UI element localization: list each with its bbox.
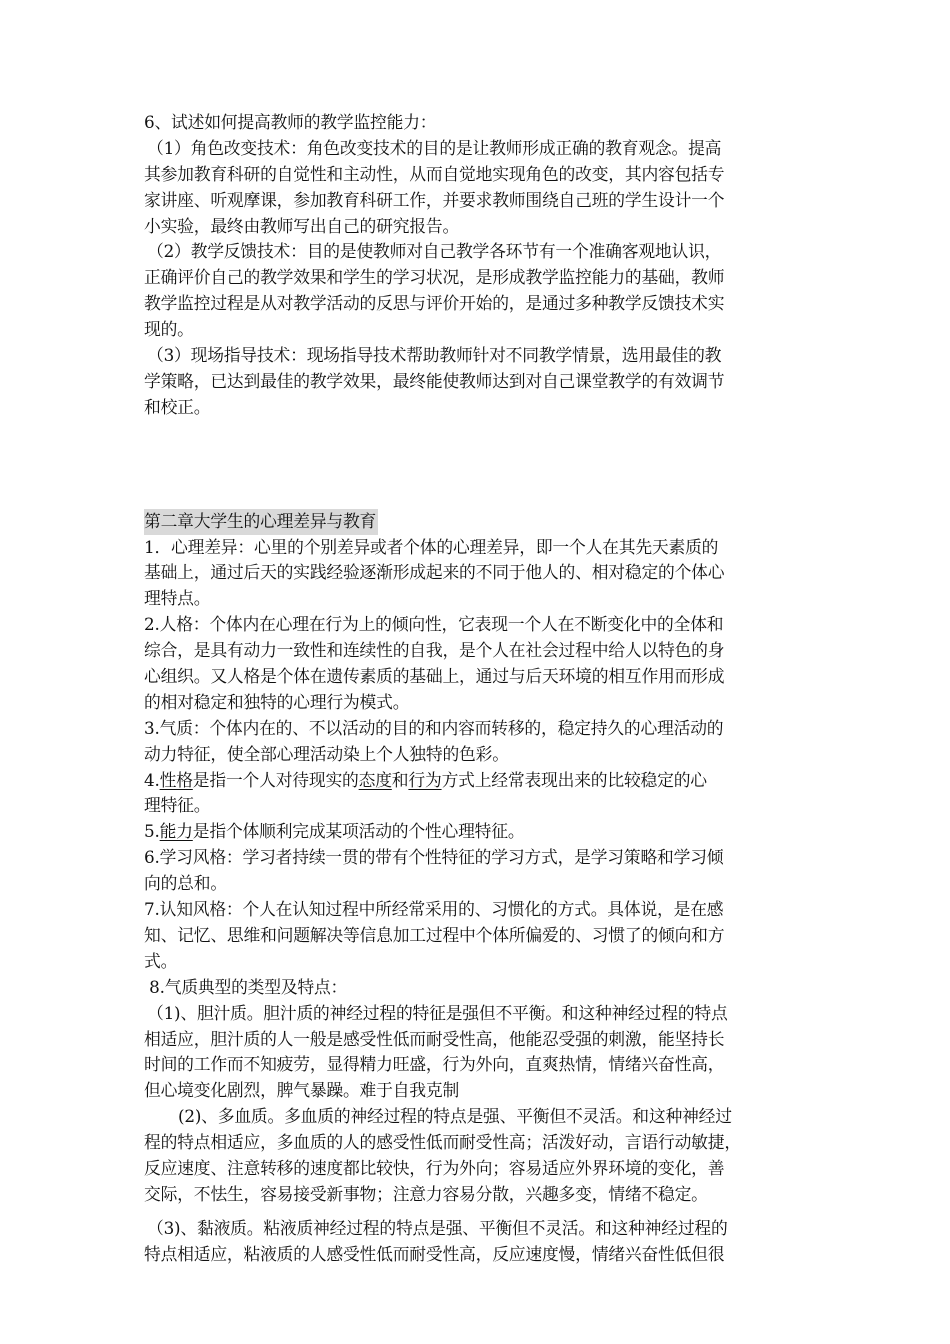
type2-line3: 反应速度、注意转移的速度都比较快，行为外向；容易适应外界环境的变化，善 xyxy=(144,1157,725,1178)
type1-line1: （1)、胆汁质。胆汁质的神经过程的特征是强但不平衡。和这种神经过程的特点 xyxy=(147,1002,728,1023)
chapter-heading-row xyxy=(144,509,814,535)
type3-line1: （3)、黏液质。粘液质神经过程的特点是强、平衡但不灵活。和这种神经过程的 xyxy=(147,1217,728,1238)
def6-line1: 6.学习风格：学习者持续一贯的带有个性特征的学习方式，是学习策略和学习倾 xyxy=(144,847,724,868)
type2-line1: (2)、多血质。多血质的神经过程的特点是强、平衡但不灵活。和这种神经过 xyxy=(178,1106,732,1127)
def2-line2: 综合，是具有动力一致性和连续性的自我，是个人在社会过程中给人以特色的身 xyxy=(144,640,725,661)
def4-text-a: 是指一个人对待现实的 xyxy=(192,769,359,790)
def7-line1: 7.认知风格：个人在认知过程中所经常采用的、习惯化的方式。具体说，是在感 xyxy=(144,899,724,920)
def3-line2: 动力特征，使全部心理活动染上个人独特的色彩。 xyxy=(144,743,509,764)
item1-line2: 其参加教育科研的自觉性和主动性，从而自觉地实现角色的改变，其内容包括专 xyxy=(144,163,725,184)
def2-line3: 心组织。又人格是个体在遗传素质的基础上，通过与后天环境的相互作用而形成 xyxy=(144,666,725,687)
item3-line2: 学策略，已达到最佳的教学效果，最终能使教师达到对自己课堂教学的有效调节 xyxy=(144,370,725,391)
section-spacer xyxy=(144,421,814,509)
def6-line2: 向的总和。 xyxy=(144,873,227,894)
def4-line2: 理特征。 xyxy=(144,795,211,816)
def4-prefix: 4. xyxy=(144,769,160,790)
def1-line1: 1．心理差异：心里的个别差异或者个体的心理差异，即一个人在其先天素质的 xyxy=(144,536,719,557)
item1-line1: （1）角色改变技术：角色改变技术的目的是让教师形成正确的教育观念。提高 xyxy=(147,137,722,158)
item3-line3: 和校正。 xyxy=(144,396,211,417)
def1-line3: 理特点。 xyxy=(144,588,211,609)
def1-line2: 基础上，通过后天的实践经验逐渐形成起来的不同于他人的、相对稳定的个体心 xyxy=(144,562,725,583)
question-title: 6、试述如何提高教师的教学监控能力： xyxy=(144,112,437,132)
def5-text: 是指个体顺利完成某项活动的个性心理特征。 xyxy=(192,821,525,842)
term-behavior: 行为 xyxy=(408,769,442,790)
item2-line1: （2）教学反馈技术：目的是使教师对自己教学各环节有一个准确客观地认识， xyxy=(147,241,722,262)
item2-line2: 正确评价自己的教学效果和学生的学习状况，是形成教学监控能力的基础，教师 xyxy=(144,267,725,288)
item1-line3: 家讲座、听观摩课，参加教育科研工作，并要求教师围绕自己班的学生设计一个 xyxy=(144,189,725,210)
term-attitude: 态度 xyxy=(358,769,392,790)
chapter-heading: 第二章大学生的心理差异与教育 xyxy=(144,509,378,535)
type1-line2: 相适应，胆汁质的人一般是感受性低而耐受性高，他能忍受强的刺激，能坚持长 xyxy=(144,1028,725,1049)
item2-line3: 教学监控过程是从对教学活动的反思与评价开始的，是通过多种教学反馈技术实 xyxy=(144,293,725,314)
def5-line1 xyxy=(144,819,814,845)
def4-text-b: 和 xyxy=(391,769,409,790)
def3-line1: 3.气质：个体内在的、不以活动的目的和内容而转移的，稳定持久的心理活动的 xyxy=(144,717,724,738)
def4-line1 xyxy=(144,768,814,794)
term-ability: 能力 xyxy=(159,821,193,842)
item1-line4: 小实验，最终由教师写出自己的研究报告。 xyxy=(144,215,460,236)
type2-line2: 程的特点相适应，多血质的人的感受性低而耐受性高；活泼好动，言语行动敏捷， xyxy=(144,1132,741,1153)
type1-line3: 时间的工作而不知疲劳，显得精力旺盛，行为外向，直爽热情，情绪兴奋性高， xyxy=(144,1054,725,1075)
def7-line2: 知、记忆、思维和问题解决等信息加工过程中个体所偏爱的、习惯了的倾向和方 xyxy=(144,924,725,945)
def2-line4: 的相对稳定和独特的心理行为模式。 xyxy=(144,691,410,712)
def5-prefix: 5. xyxy=(144,821,160,842)
def4-text-c: 方式上经常表现出来的比较稳定的心 xyxy=(441,769,707,790)
paragraph-spacer xyxy=(144,1208,814,1216)
term-character: 性格 xyxy=(159,769,193,790)
item2-line4: 现的。 xyxy=(144,319,194,340)
def2-line1: 2.人格：个体内在心理在行为上的倾向性，它表现一个人在不断变化中的全体和 xyxy=(144,614,724,635)
type2-line4: 交际，不怯生，容易接受新事物；注意力容易分散，兴趣多变，情绪不稳定。 xyxy=(144,1183,708,1204)
def8-title: 8.气质典型的类型及特点： xyxy=(144,976,348,997)
type3-line2: 特点相适应，粘液质的人感受性低而耐受性高，反应速度慢，情绪兴奋性低但很 xyxy=(144,1243,725,1264)
item3-line1: （3）现场指导技术：现场指导技术帮助教师针对不同教学情景，选用最佳的教 xyxy=(147,345,722,366)
document-page xyxy=(144,110,814,1268)
type1-line4: 但心境变化剧烈，脾气暴躁。难于自我克制 xyxy=(144,1080,460,1101)
def7-line3: 式。 xyxy=(144,950,178,971)
